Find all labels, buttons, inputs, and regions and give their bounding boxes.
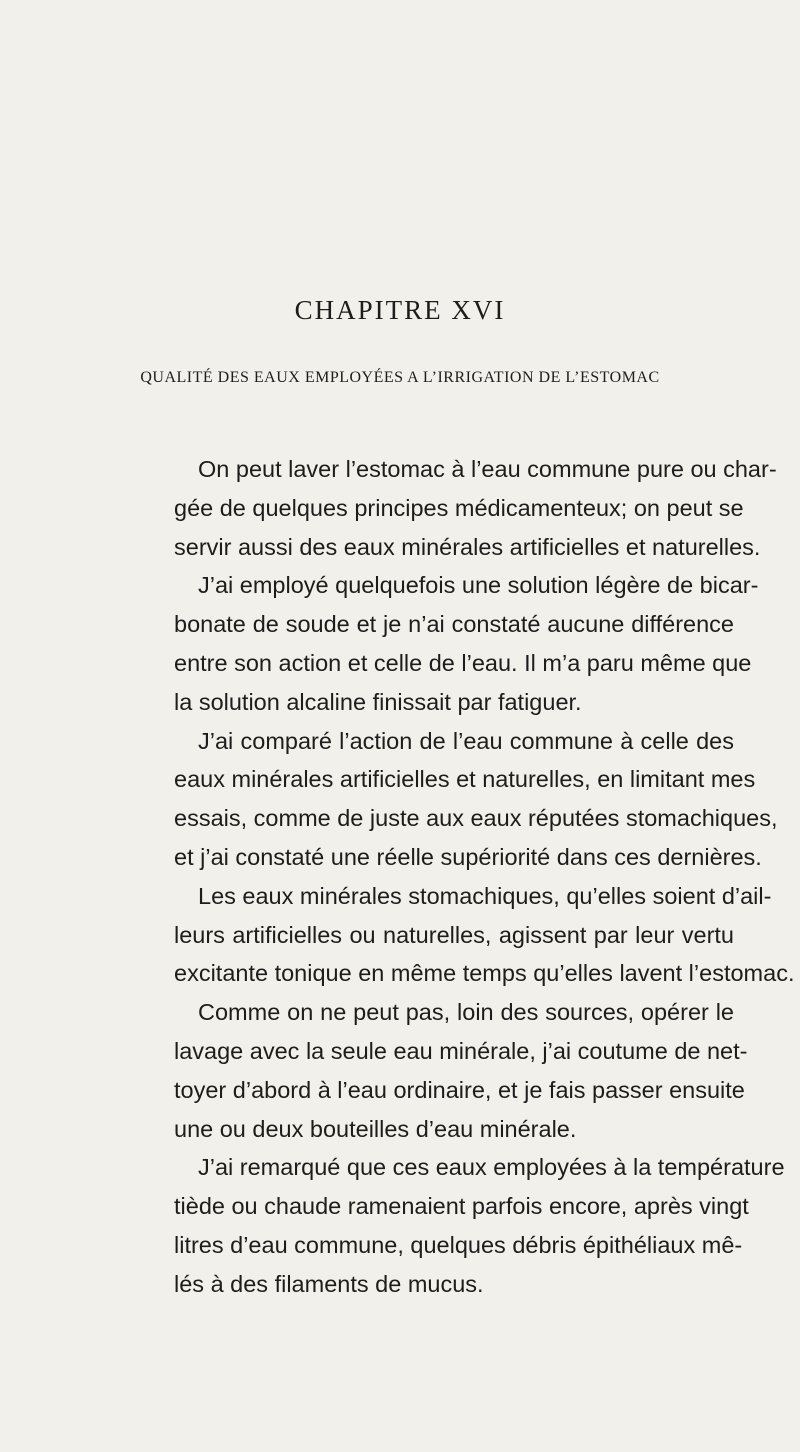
text-line: toyer d’abord à l’eau ordinaire, et je fais passer ensuite (174, 1076, 745, 1103)
text-line: J’ai employé quelquefois une solution légère de bicar- (198, 572, 759, 599)
text-line: eaux minérales artificielles et naturelles, en limitant mes (174, 766, 756, 793)
text-line: litres d’eau commune, quelques débris épithéliaux mê- (174, 1231, 743, 1258)
text-line: lés à des filaments de mucus. (174, 1270, 484, 1297)
text-line: une ou deux bouteilles d’eau minérale. (174, 1115, 577, 1142)
text-line: On peut laver l’estomac à l’eau commune pure ou char- (198, 456, 777, 482)
text-line: excitante tonique en même temps qu’elles lavent l’estomac. (174, 960, 795, 987)
body-text (174, 450, 795, 1304)
text-line: J’ai comparé l’action de l’eau commune à celle des (198, 727, 734, 754)
chapter-title: CHAPITRE XVI (294, 295, 506, 325)
chapter-subtitle: QUALITÉ DES EAUX EMPLOYÉES A L’IRRIGATION DE L’ESTOMAC (140, 369, 660, 386)
text-line: gée de quelques principes médicamenteux; on peut se (174, 494, 744, 521)
text-line: bonate de soude et je n’ai constaté aucune différence (174, 611, 734, 638)
text-line: J’ai remarqué que ces eaux employées à la température (198, 1154, 785, 1181)
text-line: leurs artificielles ou naturelles, agissent par leur vertu (174, 921, 734, 948)
text-line: et j’ai constaté une réelle supériorité dans ces dernières. (174, 843, 762, 870)
text-line: Les eaux minérales stomachiques, qu’elles soient d’ail- (198, 882, 772, 909)
text-line: essais, comme de juste aux eaux réputées stomachiques, (174, 805, 778, 832)
text-line: tiède ou chaude ramenaient parfois encore, après vingt (174, 1193, 749, 1220)
text-line: la solution alcaline finissait par fatiguer. (174, 688, 582, 715)
text-line: Comme on ne peut pas, loin des sources, opérer le (198, 999, 734, 1026)
text-line: entre son action et celle de l’eau. Il m’a paru même que (174, 649, 752, 676)
text-line: lavage avec la seule eau minérale, j’ai coutume de net- (174, 1037, 748, 1064)
text-line: servir aussi des eaux minérales artificielles et naturelles. (174, 533, 761, 560)
